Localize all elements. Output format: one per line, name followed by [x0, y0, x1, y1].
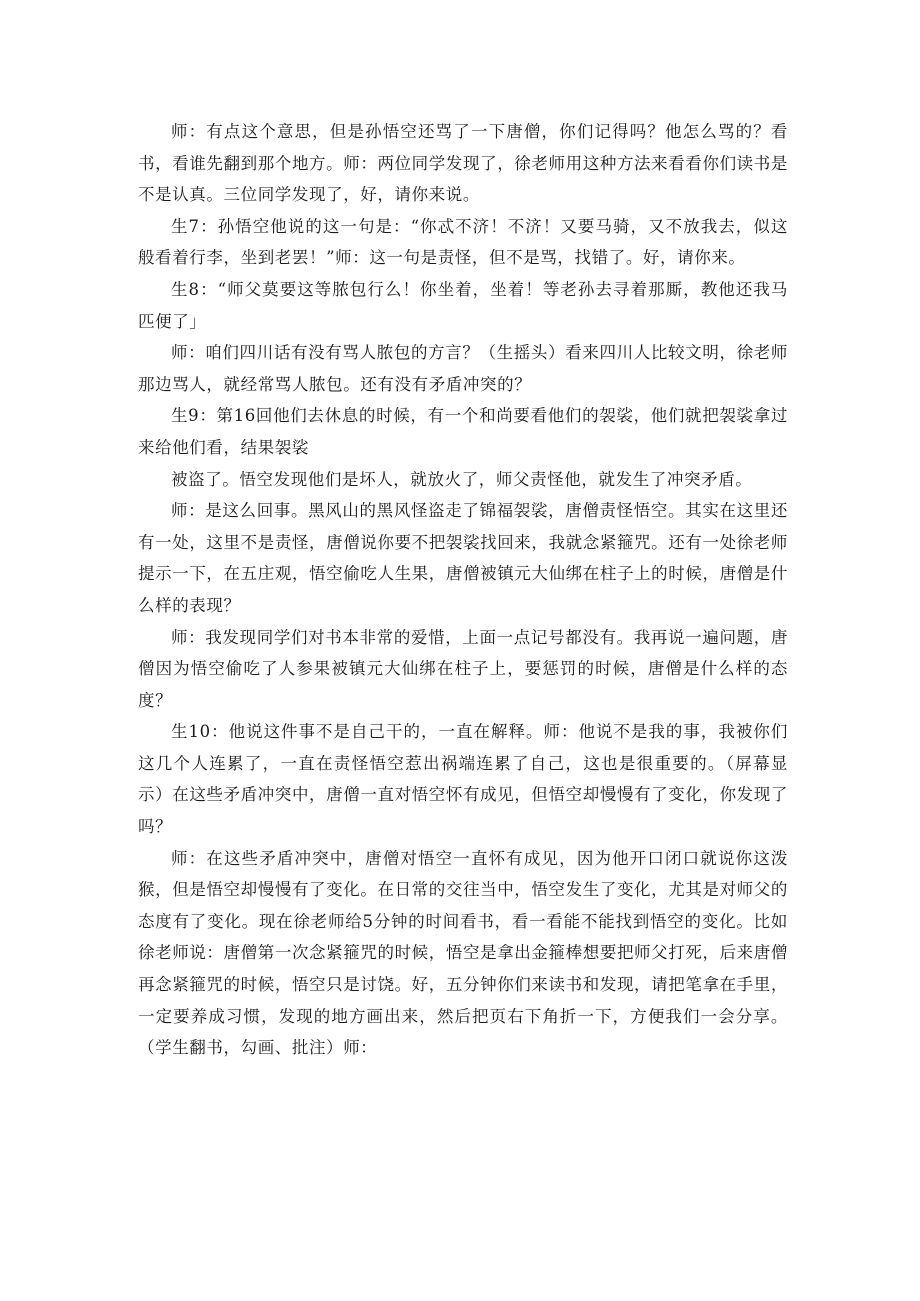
paragraph-2: 生7：孙悟空他说的这一句是：“你忒不济！不济！又要马骑，又不放我去，似这般看着行李，坐到老罢！”师：这一句是责怪，但不是骂，找错了。好，请你来。	[138, 216, 788, 268]
paragraph-6: 被盗了。悟空发现他们是坏人，就放火了，师父责怪他，就发生了冲突矛盾。	[171, 469, 753, 489]
paragraph-9: 生10：他说这件事不是自己干的，一直在解释。师：他说不是我的事，我被你们这几个人连累了，一直在责怪悟空惹出祸端连累了自己，这也是很重要的。（屏幕显示）在这些矛盾冲突中，唐僧一直对悟空怀有成见，但悟空却慢慢有了变化，你发现了吗？	[138, 722, 788, 837]
paragraph-1: 师：有点这个意思，但是孙悟空还骂了一下唐僧，你们记得吗？他怎么骂的？看书，看谁先翻到那个地方。师：两位同学发现了，徐老师用这种方法来看看你们读书是不是认真。三位同学发现了，好，请你来说。	[138, 122, 788, 205]
paragraph-3: 生8：“师父莫要这等脓包行么！你坐着，坐着！等老孙去寻着那厮，教他还我马匹便了」	[138, 279, 788, 331]
paragraph-7: 师：是这么回事。黑风山的黑风怪盗走了锦福袈裟，唐僧责怪悟空。其实在这里还有一处，这里不是责怪，唐僧说你要不把袈裟找回来，我就念紧箍咒。还有一处徐老师提示一下，在五庄观，悟空偷吃人生果，唐僧被镇元大仙绑在柱子上的时候，唐僧是什么样的表现？	[138, 501, 788, 615]
document-body	[138, 116, 788, 1064]
paragraph-4: 师：咱们四川话有没有骂人脓包的方言？（生摇头）看来四川人比较文明，徐老师那边骂人，就经常骂人脓包。还有没有矛盾冲突的？	[138, 343, 788, 394]
paragraph-10: 师：在这些矛盾冲突中，唐僧对悟空一直怀有成见，因为他开口闭口就说你这泼猴，但是悟空却慢慢有了变化。在日常的交往当中，悟空发生了变化，尤其是对师父的态度有了变化。现在徐老师给5分钟的时间看书，看一看能不能找到悟空的变化。比如徐老师说：唐僧第一次念紧箍咒的时候，悟空是拿出金箍棒想要把师父打死，后来唐僧再念紧箍咒的时候，悟空只是讨饶。好，五分钟你们来读书和发现，请把笔拿在手里，一定要养成习惯，发现的地方画出来，然后把页右下角折一下，方便我们一会分享。（学生翻书，勾画、批注）师：	[138, 848, 788, 1058]
paragraph-5: 生9：第16回他们去休息的时候，有一个和尚要看他们的袈裟，他们就把袈裟拿过来给他们看，结果袈裟	[138, 406, 788, 457]
paragraph-8: 师：我发现同学们对书本非常的爱惜，上面一点记号都没有。我再说一遍问题，唐僧因为悟空偷吃了人参果被镇元大仙绑在柱子上，要惩罚的时候，唐僧是什么样的态度？	[138, 627, 788, 710]
